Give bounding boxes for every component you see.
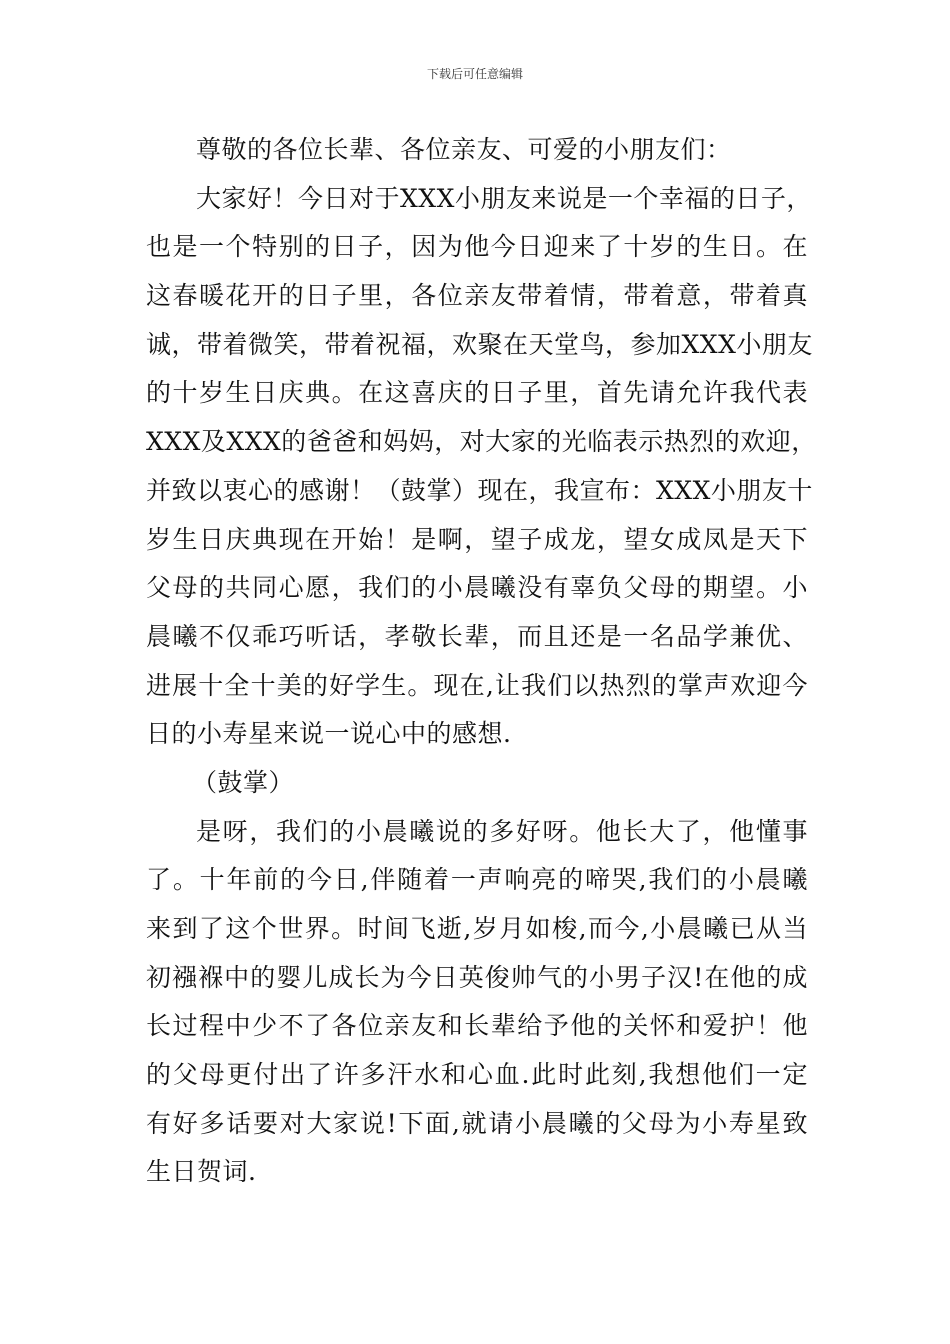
text-line: 来到了这个世界。时间飞逝,岁月如梭,而今,小晨曦已从当	[146, 914, 808, 943]
text-line: 尊敬的各位长辈、各位亲友、可爱的小朋友们：	[196, 135, 732, 164]
text-line: 日的小寿星来说一说心中的感想.	[146, 719, 512, 749]
text-line: 诚，带着微笑，带着祝福，欢聚在天堂鸟，参加XXX小朋友	[146, 329, 813, 359]
text-line: 晨曦不仅乖巧听话，孝敬长辈，而且还是一名品学兼优、	[146, 621, 808, 651]
text-line: 有好多话要对大家说!下面,就请小晨曦的父母为小寿星致	[146, 1108, 808, 1138]
speech-body	[146, 126, 817, 1197]
text-line: 生日贺词.	[146, 1157, 257, 1187]
text-line: 父母的共同心愿，我们的小晨曦没有辜负父母的期望。小	[146, 573, 808, 603]
text-line: 并致以衷心的感谢！（鼓掌）现在，我宣布：XXX小朋友十	[146, 475, 813, 505]
text-line: 岁生日庆典现在开始！是啊，望子成龙，望女成凤是天下	[146, 524, 808, 554]
text-line: 了。十年前的今日,伴随着一声响亮的啼哭,我们的小晨曦	[146, 865, 808, 895]
text-line: 也是一个特别的日子，因为他今日迎来了十岁的生日。在	[146, 232, 808, 262]
text-line: 这春暖花开的日子里，各位亲友带着情，带着意，带着真	[146, 281, 808, 311]
text-line: 进展十全十美的好学生。现在,让我们以热烈的掌声欢迎今	[146, 670, 808, 700]
text-line: 的父母更付出了许多汗水和心血.此时此刻,我想他们一定	[146, 1060, 808, 1090]
text-line: XXX及XXX的爸爸和妈妈，对大家的光临表示热烈的欢迎，	[146, 427, 817, 457]
header-note: 下载后可任意编辑	[426, 67, 523, 81]
text-line: 初襁褓中的婴儿成长为今日英俊帅气的小男子汉!在他的成	[146, 962, 808, 992]
text-line: 大家好！今日对于XXX小朋友来说是一个幸福的日子，	[196, 183, 812, 213]
text-line: 的十岁生日庆典。在这喜庆的日子里，首先请允许我代表	[146, 378, 808, 408]
text-line: 是呀，我们的小晨曦说的多好呀。他长大了，他懂事	[196, 816, 808, 846]
text-line: 长过程中少不了各位亲友和长辈给予他的关怀和爱护！他	[146, 1011, 808, 1041]
text-line-applause: （鼓掌）	[192, 767, 295, 797]
